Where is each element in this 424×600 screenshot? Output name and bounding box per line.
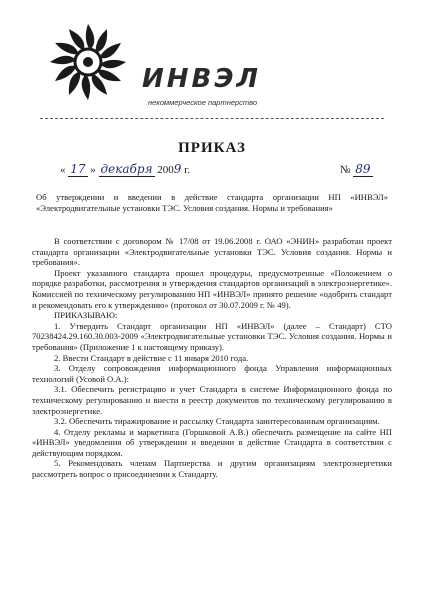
date-year-prefix: 200 xyxy=(157,164,174,176)
date-open-quote: « xyxy=(60,164,66,176)
paragraph-contract: В соответствии с договором № 17/08 от 19.06.2008 г. ОАО «ЭНИН» разработан проект стандарта организации «Электродвигательные установки ТЭС. Условия создания. Нормы и требования». xyxy=(32,236,392,268)
company-logo xyxy=(40,14,262,110)
brand-name: ИНВЭЛ xyxy=(142,64,262,94)
order-number xyxy=(340,162,373,176)
order-item-3: 3. Отделу сопровождения информационного фонда Управления информационных технологий (Усовой О.А.): xyxy=(32,363,392,384)
order-item-5: 5. Рекомендовать членам Партнерства и другим организациям электроэнергетики рассмотреть вопрос о присоединении к Стандарту. xyxy=(32,458,392,480)
header-divider xyxy=(40,118,384,119)
order-item-3-2: 3.2. Обеспечить тиражирование и рассылку Стандарта заинтересованным организациям. xyxy=(54,416,380,427)
number-value: 89 xyxy=(355,162,371,176)
date-year-digit: 9 xyxy=(173,162,182,176)
date-month: декабря xyxy=(100,162,153,176)
paragraph-procedure: Проект указанного стандарта прошел процедуры, предусмотренные «Положением о порядке разработки, рассмотрения и утверждения стандартов организаций в электроэнергетике». Комиссией по техническому регулированию НП «ИНВЭЛ» принято решение «одобрить стандарт и рекомендовать его к утверждению» (протокол от 30.07.2009 г. № 49). xyxy=(32,267,392,310)
order-item-3-1: 3.1. Обеспечить регистрацию и учет Стандарта в системе Информационного фонда по техническому регулированию и внести в реестр документов по техническому регулированию в электроэнергетике. xyxy=(32,384,392,416)
date-close-quote: » xyxy=(90,164,96,176)
number-label: № xyxy=(340,164,351,176)
order-date xyxy=(60,162,190,176)
orders-heading: ПРИКАЗЫВАЮ: xyxy=(54,310,118,321)
date-year-suffix: г. xyxy=(184,164,191,176)
document-title: ПРИКАЗ xyxy=(178,140,246,156)
order-body xyxy=(32,236,392,480)
date-day: 17 xyxy=(70,162,86,176)
order-item-2: 2. Ввести Стандарт в действие с 11 января 2010 года. xyxy=(54,352,249,363)
order-item-4: 4. Отделу рекламы и маркетинга (Горшковой А.В.) обеспечить размещение на сайте НП «ИНВЭЛ» уведомления об утверждении и введении в действие Стандарта в соответствии с действующим порядком. xyxy=(32,426,392,458)
brand-subtitle: некоммерческое партнерство xyxy=(148,98,258,107)
sun-swirl-icon xyxy=(40,14,136,110)
order-subject: Об утверждении и введении в действие стандарта организации НП «ИНВЭЛ» «Электродвигательные установки ТЭС. Условия создания. Нормы и требования» xyxy=(36,192,388,213)
order-item-1: 1. Утвердить Стандарт организации НП «ИНВЭЛ» (далее – Стандарт) СТО 70238424.29.160.30.003-2009 «Электродвигательные установки ТЭС. Условия создания. Нормы и требования» (Приложение 1 к настоящему приказу). xyxy=(32,320,392,352)
